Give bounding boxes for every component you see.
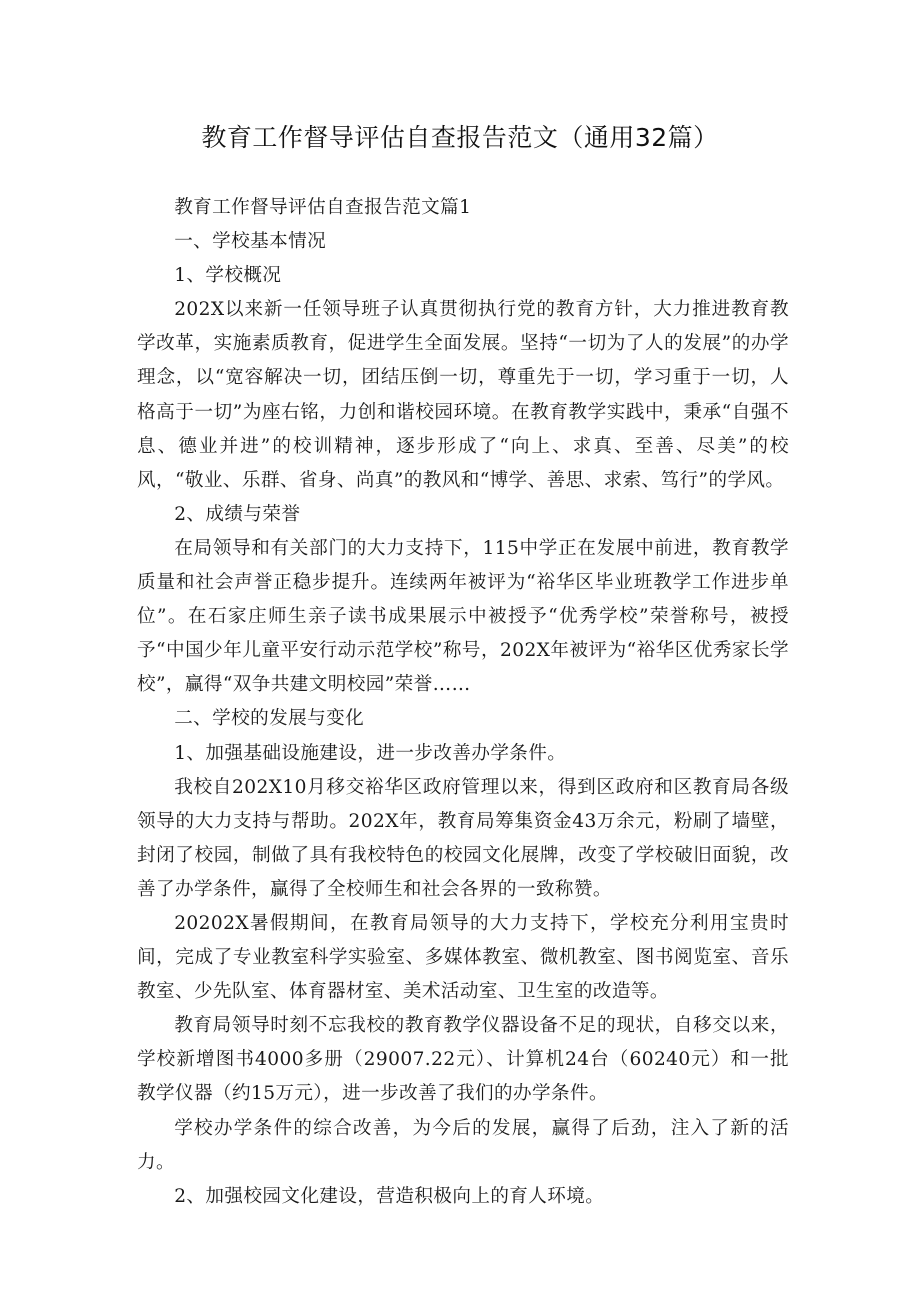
body-paragraph: 在局领导和有关部门的大力支持下，115中学正在发展中前进，教育教学质量和社会声誉正稳步提升。连续两年被评为“裕华区毕业班教学工作进步单位”。在石家庄师生亲子读书成果展示中被授予“优秀学校”荣誉称号，被授予“中国少年儿童平安行动示范学校”称号，202X年被评为“裕华区优秀家长学校”，赢得“双争共建文明校园”荣誉……	[137, 537, 789, 696]
chapter-heading: 二、学校的发展与变化	[174, 708, 365, 730]
subsection-heading: 1、学校概况	[174, 265, 282, 287]
document-title: 教育工作督导评估自查报告范文（通用32篇）	[201, 123, 719, 152]
subsection-heading: 1、加强基础设施建设，进一步改善办学条件。	[174, 742, 567, 764]
subsection-heading: 2、成绩与荣誉	[174, 503, 301, 525]
body-paragraph: 学校办学条件的综合改善，为今后的发展，赢得了后劲，注入了新的活力。	[137, 1117, 789, 1173]
body-paragraph: 202X以来新一任领导班子认真贯彻执行党的教育方针，大力推进教育教学改革，实施素质教育，促进学生全面发展。坚持“一切为了人的发展”的办学理念，以“宽容解决一切，团结压倒一切，尊重先于一切，学习重于一切，人格高于一切”为座右铭，力创和谐校园环境。在教育教学实践中，秉承“自强不息、德业并进”的校训精神，逐步形成了“向上、求真、至善、尽美”的校风，“敬业、乐群、省身、尚真”的教风和“博学、善思、求索、笃行”的学风。	[137, 299, 789, 491]
subsection-heading: 2、加强校园文化建设，营造积极向上的育人环境。	[174, 1185, 605, 1207]
body-paragraph: 教育局领导时刻不忘我校的教育教学仪器设备不足的现状，自移交以来，学校新增图书4000多册（29007.22元）、计算机24台（60240元）和一批教学仪器（约15万元），进一步改善了我们的办学条件。	[137, 1015, 789, 1105]
body-paragraph: 我校自202X10月移交裕华区政府管理以来，得到区政府和区教育局各级领导的大力支持与帮助。202X年，教育局筹集资金43万余元，粉刷了墙壁，封闭了校园，制做了具有我校特色的校园文化展牌，改变了学校破旧面貌，改善了办学条件，赢得了全校师生和社会各界的一致称赞。	[137, 776, 789, 900]
body-paragraph: 20202X暑假期间，在教育局领导的大力支持下，学校充分利用宝贵时间，完成了专业教室科学实验室、多媒体教室、微机教室、图书阅览室、音乐教室、少先队室、体育器材室、美术活动室、卫生室的改造等。	[137, 912, 789, 1003]
section-heading: 教育工作督导评估自查报告范文篇1	[174, 197, 472, 218]
document-body	[137, 191, 789, 1214]
chapter-heading: 一、学校基本情况	[174, 231, 327, 253]
